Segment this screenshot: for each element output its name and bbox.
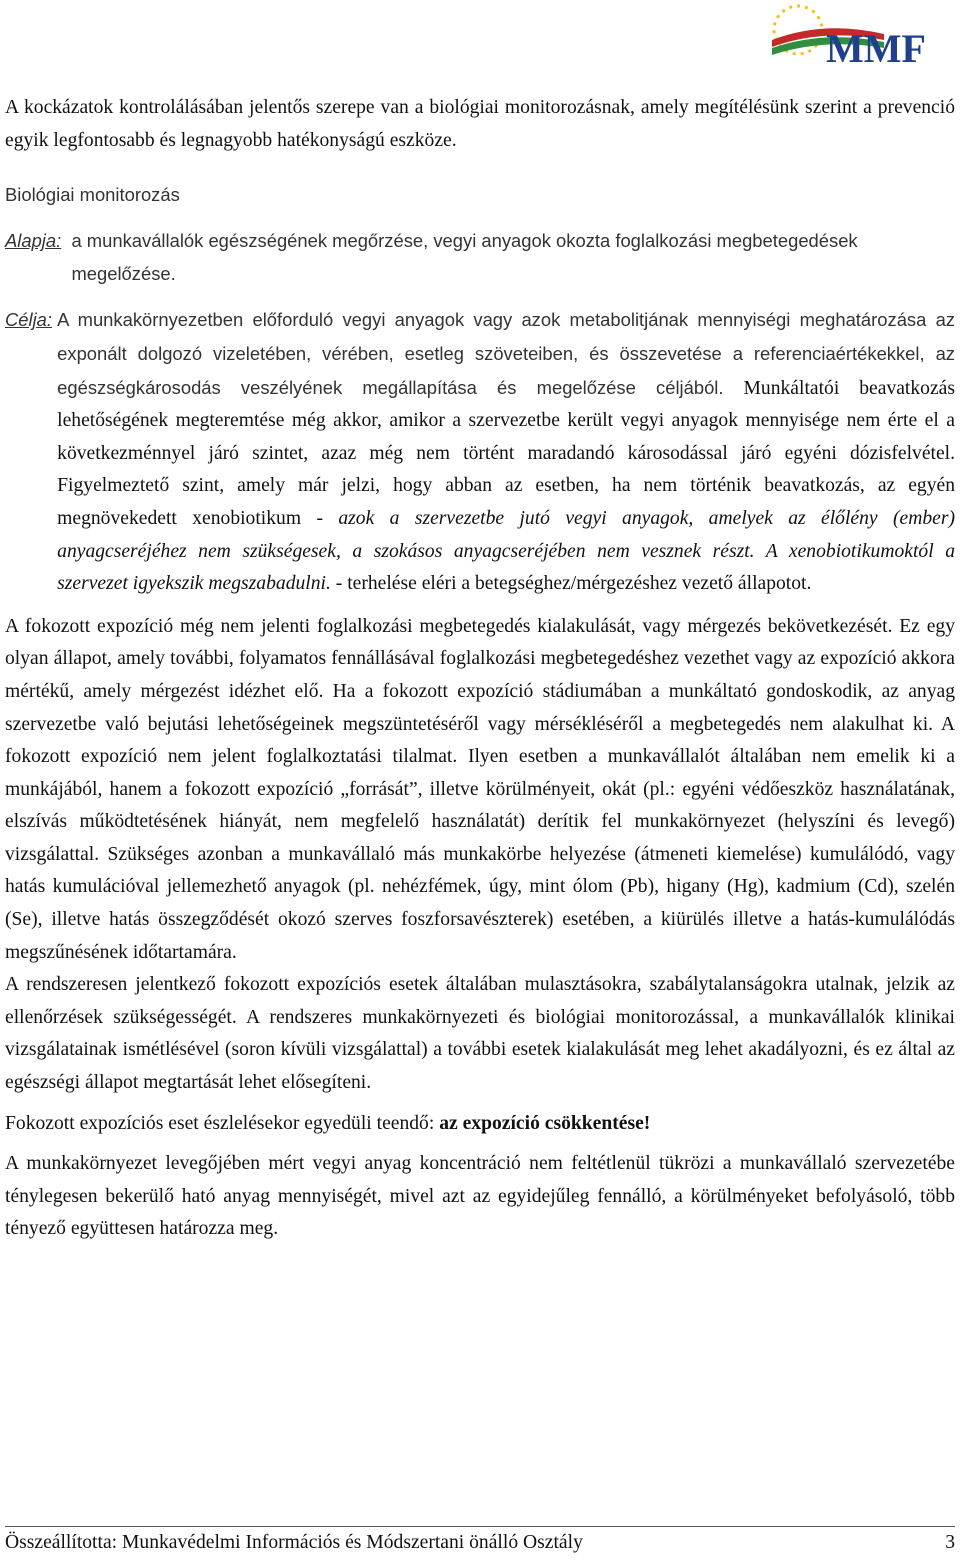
alapja-text: a munkavállalók egészségének megőrzése, vegyi anyagok okozta foglalkozási megbetegedések megelőzése. xyxy=(71,230,858,284)
celja-label: Célja: xyxy=(5,309,53,331)
page-footer xyxy=(5,1526,955,1559)
celja-text-sans: A munkakörnyezetben előforduló vegyi anyagok vagy azok metabolitjának mennyiségi meghatározása az exponált dolgozó vizeletében, vérében, esetleg szöveteiben, és összevetése a referenciaértékekkel, az egészségkárosodás veszélyének megállapítása és megelőzése céljából. xyxy=(57,309,955,398)
alapja-label: Alapja: xyxy=(5,230,62,252)
footer-credit: Összeállította: Munkavédelmi Információs és Módszertani önálló Osztály xyxy=(5,1532,583,1553)
logo-text: MMF xyxy=(826,26,926,70)
celja-text-italic: azok a szervezetbe jutó vegyi anyagok, amelyek az élőlény (ember) anyagcseréjéhez nem szükségesek, a szokásos anyagcseréjében nem vesznek részt. A xenobiotikumoktól a szervezet igyekszik megszabadulni. xyxy=(57,507,956,595)
celja-label-cell xyxy=(5,304,57,600)
mmf-logo-graphic xyxy=(764,0,960,70)
celja-text-serif-2: - terhelése eléri a betegséghez/mérgezéshez vezető állapotot. xyxy=(330,573,812,595)
teendo-bold: az expozíció csökkentése! xyxy=(439,1112,651,1134)
intro-paragraph: A kockázatok kontrolálásában jelentős szerepe van a biológiai monitorozásnak, amely megítélésünk szerint a prevenció egyik legfontosabb és legnagyobb hatékonyságú eszköze. xyxy=(5,97,955,151)
alapja-block xyxy=(5,225,955,290)
page-number: 3 xyxy=(945,1532,955,1553)
document-body xyxy=(5,92,955,1246)
celja-text-serif-1: Munkáltatói beavatkozás lehetőségének megteremtése még akkor, amikor a szervezetbe került vegyi anyagok mennyisége nem érte el a következménnyel járó szintet, azaz még nem történt maradandó károsodással járó egyéni dózisfelvétel. Figyelmeztető szint, amely már jelzi, hogy abban az esetben, ha nem történik beavatkozás, az egyén megnövekedett xenobiotikum - xyxy=(57,377,955,529)
section-title: Biológiai monitorozás xyxy=(5,184,180,206)
fokozott-paragraph: A fokozott expozíció még nem jelenti foglalkozási megbetegedés kialakulását, vagy mérgezés bekövetkezését. Ez egy olyan állapot, amely további, folyamatos fennállásával foglalkozási megbetegedéshez vezethet vagy az expozíció akkora mértékű, amely mérgezést idézhet elő. Ha a fokozott expozíció stádiumában a munkáltató gondoskodik, az anyag szervezetbe való bejutási lehetőségeinek megszüntetéséről vagy mérsékléséről a megbetegedés nem alakulhat ki. A fokozott expozíció nem jelent foglalkoztatási tilalmat. Ilyen esetben a munkavállalót általában nem emelik ki a munkájából, hanem a fokozott expozíció „forrását”, illetve körülményeit, okát (pl.: egyéni védőeszköz használatának, elszívás működtetésének hiányát, nem megfelelő használatát) derítik fel munkakörnyezet (helyszíni és levegő) vizsgálattal. Szükséges azonban a munkavállaló más munkakörbe helyezése (átmeneti kiemelése) kumulálódó, vagy hatás kumulációval jellemezhető anyagok (pl. nehézfémek, úgy, mint ólom (Pb), higany (Hg), kadmium (Cd), szelén (Se), illetve hatás összegződését okozó szerves foszforsavészterek) esetében, a kiürülés illetve a hatás-kumulálódás megszűnésének időtartamára. xyxy=(5,615,955,963)
celja-text xyxy=(57,304,955,600)
teendo-paragraph xyxy=(5,1108,955,1141)
alapja-label-cell xyxy=(5,225,71,290)
rendszeresen-paragraph: A rendszeresen jelentkező fokozott expozíciós esetek általában mulasztásokra, szabálytalanságokra utalnak, jelzik az ellenőrzések szükségességét. A rendszeres munkakörnyezeti és biológiai monitorozással, a munkavállalók klinikai vizsgálatainak ismétlésével (soron kívüli vizsgálattal) a további esetek kialakulását meg lehet akadályozni, és ez által az egészségi állapot megtartását lehet elősegíteni. xyxy=(5,974,955,1094)
celja-block xyxy=(5,304,955,600)
teendo-text: Fokozott expozíciós eset észlelésekor egyedüli teendő: xyxy=(5,1112,440,1134)
mmf-logo xyxy=(764,0,960,70)
levego-paragraph: A munkakörnyezet levegőjében mért vegyi anyag koncentráció nem feltétlenül tükrözi a munkavállaló szervezetébe ténylegesen bekerülő ható anyag mennyiségét, mivel azt az egyidejűleg fennálló, a körülményeket befolyásoló, több tényező együttesen határozza meg. xyxy=(5,1153,955,1240)
